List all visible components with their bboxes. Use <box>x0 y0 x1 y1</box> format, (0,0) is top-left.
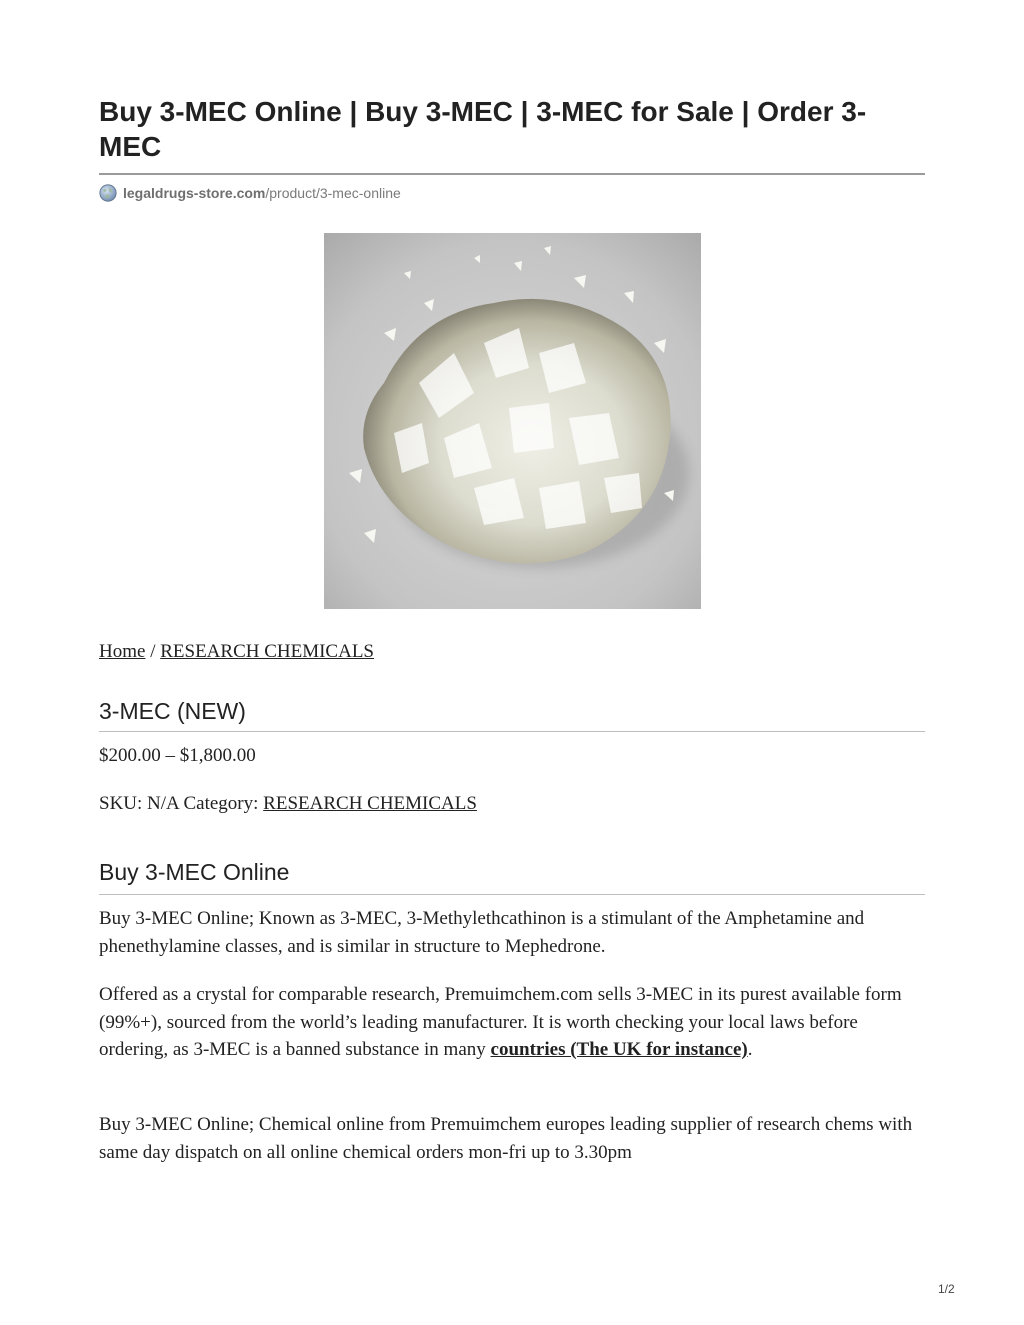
title-divider <box>99 173 925 175</box>
globe-icon <box>99 184 117 202</box>
product-meta <box>99 792 477 816</box>
product-name-divider <box>99 731 925 732</box>
paragraph-supplier: Buy 3-MEC Online; Chemical online from Premuimchem europes leading supplier of research chems with same day dispatch on all online chemical orders mon-fri up to 3.30pm <box>99 1114 913 1163</box>
category-link[interactable]: RESEARCH CHEMICALS <box>263 793 477 814</box>
sku-label: SKU: <box>99 793 143 814</box>
breadcrumb-category-link[interactable]: RESEARCH CHEMICALS <box>160 641 374 662</box>
breadcrumb <box>99 640 374 664</box>
source-domain-link[interactable]: legaldrugs-store.com <box>123 185 266 201</box>
paragraph-offered <box>99 981 925 1064</box>
paragraph-offered-end: . <box>747 1039 753 1060</box>
breadcrumb-home-link[interactable]: Home <box>99 641 146 662</box>
page-number: 1/2 <box>938 1282 955 1296</box>
category-label: Category: <box>183 793 259 814</box>
countries-link[interactable]: countries (The UK for instance) <box>490 1039 748 1060</box>
product-photo <box>324 233 701 609</box>
sku-value: N/A <box>147 793 179 814</box>
section-heading: Buy 3-MEC Online <box>99 859 290 885</box>
product-name: 3-MEC (NEW) <box>99 698 246 724</box>
source-path: /product/3-mec-online <box>265 185 401 201</box>
page-title: Buy 3-MEC Online | Buy 3-MEC | 3-MEC for Sale | Order 3-MEC <box>99 96 867 162</box>
paragraph-intro: Buy 3-MEC Online; Known as 3-MEC, 3-Methylethcathinon is a stimulant of the Amphetamine and phenethylamine classes, and is similar in structure to Mephedrone. <box>99 908 865 957</box>
price-range: $200.00 – $1,800.00 <box>99 745 256 766</box>
paragraph-offered-text: Offered as a crystal for comparable research, Premuimchem.com sells 3-MEC in its purest available form (99%+), sourced from the world’s leading manufacturer. It is worth checking your local laws before ordering, as 3-MEC is a banned substance in many <box>99 984 902 1060</box>
section-heading-divider <box>99 894 925 895</box>
breadcrumb-separator: / <box>145 641 161 662</box>
source-line <box>99 183 401 203</box>
